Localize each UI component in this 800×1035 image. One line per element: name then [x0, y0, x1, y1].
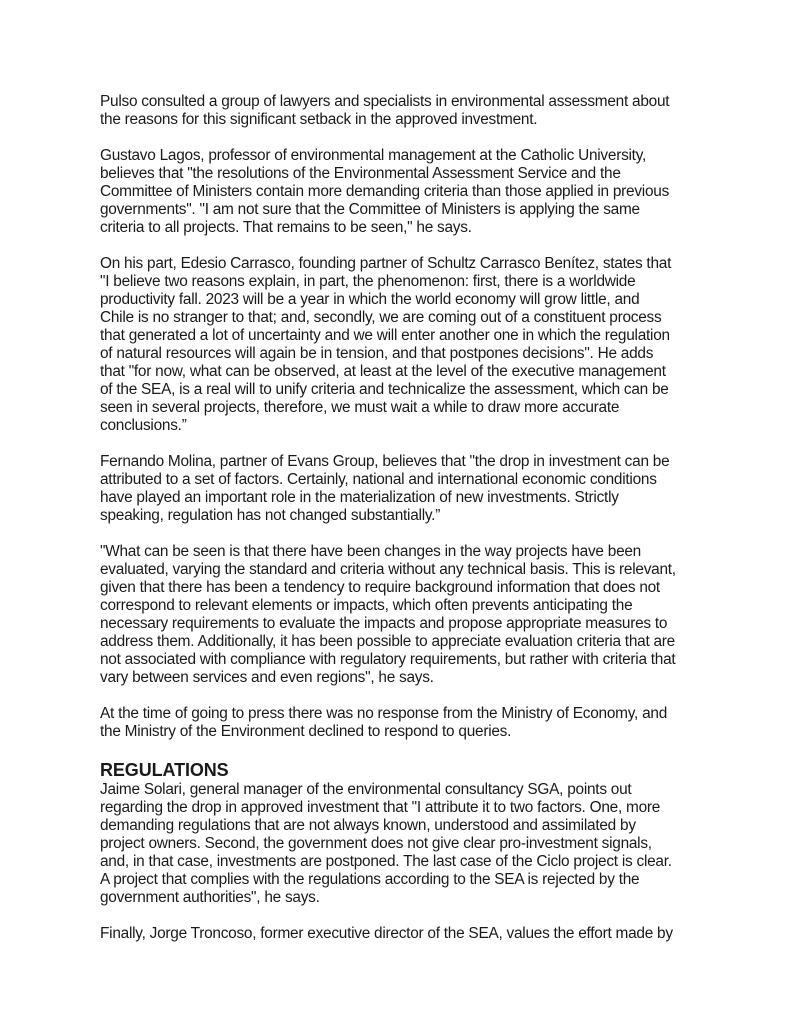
- paragraph-molina-quote: [100, 543, 740, 687]
- text-line: that generated a lot of uncertainty and we will enter another one in which the regulation: [100, 327, 670, 344]
- paragraph-intro: [100, 93, 740, 129]
- paragraph-troncoso: [100, 925, 740, 943]
- text-line: of natural resources will again be in tension, and that postpones decisions". He adds: [100, 345, 654, 362]
- text-line: Fernando Molina, partner of Evans Group, believes that "the drop in investment can be: [100, 453, 670, 470]
- text-line: address them. Additionally, it has been possible to appreciate evaluation criteria that are: [100, 633, 675, 650]
- text-line: Gustavo Lagos, professor of environmental management at the Catholic University,: [100, 147, 647, 164]
- text-line: seen in several projects, therefore, we must wait a while to draw more accurate: [100, 399, 620, 416]
- text-line: governments". "I am not sure that the Committee of Ministers is applying the same: [100, 201, 640, 218]
- text-line: attributed to a set of factors. Certainly, national and international economic conditions: [100, 471, 657, 488]
- text-line: criteria to all projects. That remains to be seen," he says.: [100, 219, 472, 236]
- body-text-bottom: [100, 781, 740, 943]
- text-line: Pulso consulted a group of lawyers and specialists in environmental assessment about: [100, 93, 670, 110]
- text-line: On his part, Edesio Carrasco, founding partner of Schultz Carrasco Benítez, states that: [100, 255, 672, 272]
- text-line: and, in that case, investments are postponed. The last case of the Ciclo project is clear.: [100, 853, 672, 870]
- text-line: evaluated, varying the standard and criteria without any technical basis. This is relevant,: [100, 561, 676, 578]
- text-line: regarding the drop in approved investment that "I attribute it to two factors. One, more: [100, 799, 661, 816]
- paragraph-molina: [100, 453, 740, 525]
- text-line: have played an important role in the materialization of new investments. Strictly: [100, 489, 619, 506]
- body-text-top: [100, 93, 740, 741]
- text-line: correspond to relevant elements or impacts, which often prevents anticipating the: [100, 597, 633, 614]
- paragraph-lagos: [100, 147, 740, 237]
- text-line: the Ministry of the Environment declined to respond to queries.: [100, 723, 512, 740]
- document-page: [100, 93, 740, 961]
- text-line: not associated with compliance with regulatory requirements, but rather with criteria that: [100, 651, 676, 668]
- text-line: given that there has been a tendency to require background information that does not: [100, 579, 660, 596]
- text-line: speaking, regulation has not changed substantially.”: [100, 507, 441, 524]
- text-line: "What can be seen is that there have been changes in the way projects have been: [100, 543, 641, 560]
- text-line: At the time of going to press there was no response from the Ministry of Economy, and: [100, 705, 668, 722]
- text-line: Chile is no stranger to that; and, secondly, we are coming out of a constituent process: [100, 309, 662, 326]
- text-line: Jaime Solari, general manager of the environmental consultancy SGA, points out: [100, 781, 632, 798]
- text-line: believes that "the resolutions of the Environmental Assessment Service and the: [100, 165, 621, 182]
- paragraph-solari: [100, 781, 740, 907]
- section-heading: REGULATIONS: [100, 760, 229, 780]
- text-line: conclusions.”: [100, 417, 187, 434]
- text-line: necessary requirements to evaluate the impacts and propose appropriate measures to: [100, 615, 668, 632]
- paragraph-no-response: [100, 705, 740, 741]
- text-line: demanding regulations that are not always known, understood and assimilated by: [100, 817, 636, 834]
- text-line: vary between services and even regions", he says.: [100, 669, 434, 686]
- text-line: that "for now, what can be observed, at least at the level of the executive management: [100, 363, 666, 380]
- text-line: productivity fall. 2023 will be a year in which the world economy will grow little, and: [100, 291, 640, 308]
- paragraph-carrasco: [100, 255, 740, 435]
- text-line: of the SEA, is a real will to unify criteria and technicalize the assessment, which can be: [100, 381, 669, 398]
- text-line: the reasons for this significant setback in the approved investment.: [100, 111, 538, 128]
- text-line: project owners. Second, the government does not give clear pro-investment signals,: [100, 835, 652, 852]
- text-line: Finally, Jorge Troncoso, former executive director of the SEA, values the effort made by: [100, 925, 673, 942]
- text-line: government authorities", he says.: [100, 889, 320, 906]
- text-line: Committee of Ministers contain more demanding criteria than those applied in previous: [100, 183, 670, 200]
- text-line: A project that complies with the regulations according to the SEA is rejected by the: [100, 871, 640, 888]
- text-line: "I believe two reasons explain, in part, the phenomenon: first, there is a worldwide: [100, 273, 636, 290]
